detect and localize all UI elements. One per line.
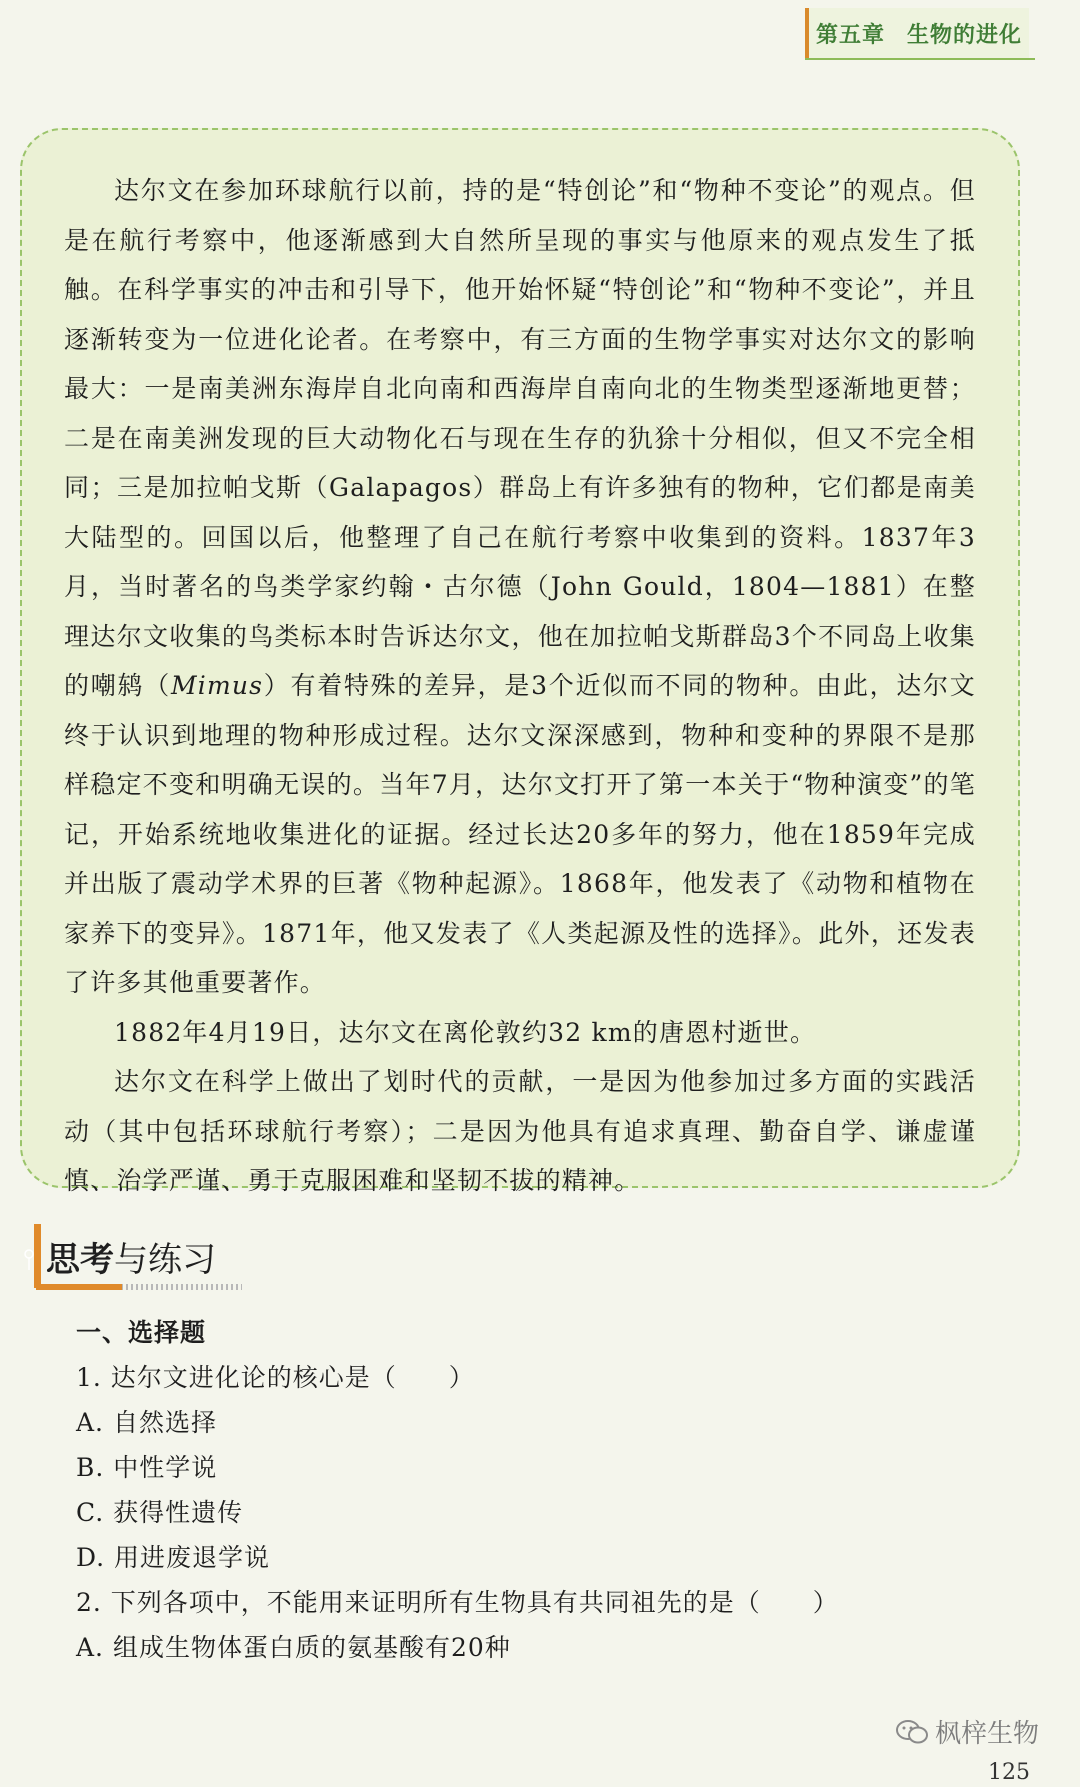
section-title bbox=[46, 1232, 216, 1281]
exercise-heading: 一、选择题 bbox=[76, 1318, 207, 1347]
chapter-header bbox=[805, 8, 1029, 58]
box-paragraph-1 bbox=[64, 166, 976, 1008]
reading-box bbox=[20, 128, 1020, 1195]
question-1-option-a: A. 自然选择 bbox=[76, 1408, 217, 1437]
box-paragraph-2: 1882年4月19日，达尔文在离伦敦约32 km的唐恩村逝世。 bbox=[114, 1017, 817, 1047]
question-2: 2. 下列各项中，不能用来证明所有生物具有共同祖先的是（ ） bbox=[76, 1588, 839, 1617]
watermark-text: 枫梓生物 bbox=[935, 1719, 1040, 1749]
question-2-option-a: A. 组成生物体蛋白质的氨基酸有20种 bbox=[76, 1633, 511, 1662]
question-1-option-d: D. 用进废退学说 bbox=[76, 1543, 271, 1572]
section-underline-accent bbox=[36, 1284, 122, 1290]
section-title-light: 与练习 bbox=[114, 1240, 216, 1280]
question-1: 1. 达尔文进化论的核心是（ ） bbox=[76, 1363, 475, 1392]
italic-term: Mimus bbox=[170, 671, 264, 700]
question-1-option-b: B. 中性学说 bbox=[76, 1453, 218, 1482]
chapter-title: 生物的进化 bbox=[907, 22, 1023, 48]
page-number: 125 bbox=[988, 1760, 1030, 1785]
question-1-option-c: C. 获得性遗传 bbox=[76, 1498, 244, 1527]
paragraph-1-main: 达尔文在参加环球航行以前，持的是“特创论”和“物种不变论”的观点。但是在航行考察中，他逐渐感到大自然所呈现的事实与他原来的观点发生了抵触。在科学事实的冲击和引导下，他开始怀疑“特创论”和“物种不变论”，并且逐渐转变为一位进化论者。在考察中，有三方面的生物学事实对达尔文的影响最大：一是南美洲东海岸自北向南和西海岸自南向北的生物类型逐渐地更替；二是在南美洲发现的巨大动物化石与现在生存的犰狳十分相似，但又不完全相同；三是加拉帕戈斯（Galapagos）群岛上有许多独有的物种，它们都是南美大陆型的。回国以后，他整理了自己在航行考察中收集到的资料。1837年3月，当时著名的鸟类学家约翰・古尔德（John Gould，1804—1881）在整理达尔文收集的鸟类标本时告诉达尔文，他在加拉帕戈斯群岛3个不同岛上收集的嘲鸫（ bbox=[64, 176, 976, 700]
section-title-bold: 思考 bbox=[46, 1240, 114, 1280]
exercise-list bbox=[76, 1310, 976, 1670]
key-icon bbox=[22, 1248, 36, 1272]
paragraph-1-tail: ）有着特殊的差异，是3个近似而不同的物种。由此，达尔文终于认识到地理的物种形成过程。达尔文深深感到，物种和变种的界限不是那样稳定不变和明确无误的。当年7月，达尔文打开了第一本关于“物种演变”的笔记，开始系统地收集进化的证据。经过长达20多年的努力，他在1859年完成并出版了震动学术界的巨著《物种起源》。1868年，他发表了《动物和植物在家养下的变异》。1871年，他又发表了《人类起源及性的选择》。此外，还发表了许多其他重要著作。 bbox=[64, 671, 976, 997]
chat-bubble-icon bbox=[895, 1717, 929, 1747]
header-rule bbox=[805, 58, 1035, 60]
watermark bbox=[895, 1713, 1039, 1750]
chapter-number: 第五章 bbox=[815, 22, 885, 48]
box-paragraph-3: 达尔文在科学上做出了划时代的贡献，一是因为他参加过多方面的实践活动（其中包括环球航行考察）；二是因为他具有追求真理、勤奋自学、谦虚谨慎、治学严谨、勇于克服困难和坚韧不拔的精神。 bbox=[64, 1067, 976, 1195]
